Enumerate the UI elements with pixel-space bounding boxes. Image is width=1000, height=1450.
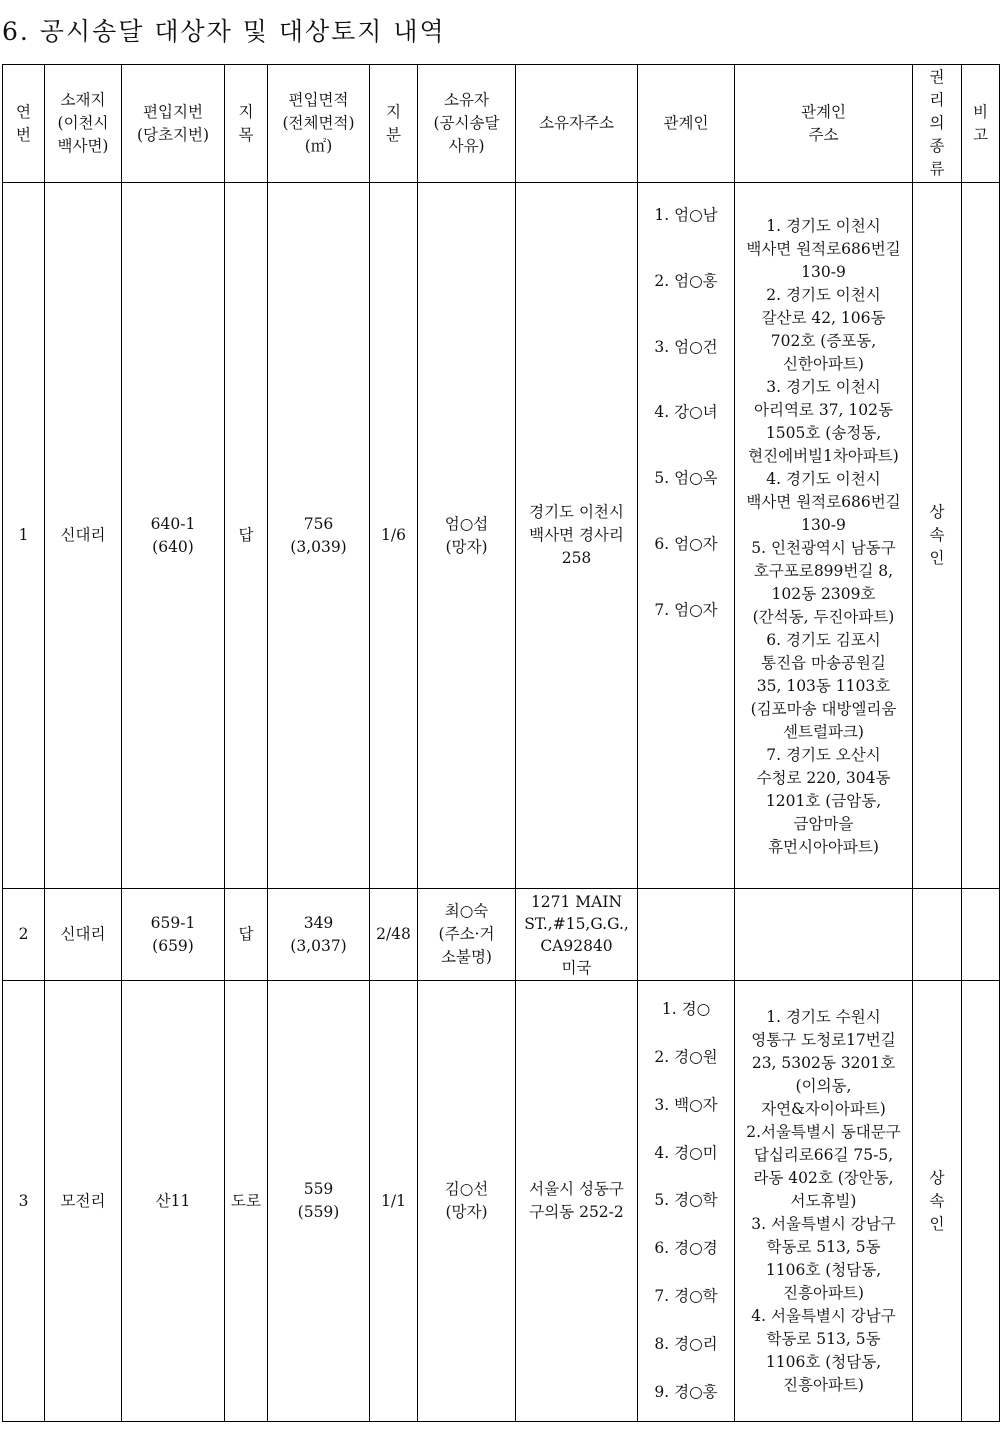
text-line: (3,037): [290, 936, 347, 955]
cell-related: [638, 183, 735, 889]
text-line: 659-1: [150, 913, 196, 932]
text-line: 130-9: [801, 263, 846, 281]
text-line: (김포마송 대방엘리움: [750, 700, 897, 718]
cell-right-type: [913, 183, 962, 889]
text-line: 진흥아파트): [783, 1283, 864, 1302]
text-line: 연: [16, 102, 31, 121]
text-line: 호구포로899번길 8,: [753, 562, 894, 580]
text-line: 1201호 (금암동,: [765, 792, 882, 810]
text-line: 분: [386, 125, 401, 144]
text-line: 소유자: [444, 91, 489, 109]
text-line: 관계인: [801, 102, 846, 121]
text-line: 3. 백○자: [654, 1095, 718, 1114]
text-line: (당초지번): [137, 125, 209, 144]
text-line: 1. 경기도 이천시: [766, 217, 881, 235]
text-line: 구의동 252-2: [529, 1203, 624, 1221]
text-line: 1. 경○: [661, 1000, 711, 1019]
text-line: 소불명): [441, 948, 492, 966]
text-line: 인: [929, 1214, 945, 1233]
text-line: 리: [929, 91, 945, 109]
table-row: [3, 981, 1000, 1422]
text-line: 김○선: [444, 1180, 489, 1198]
cell-note: [962, 183, 1000, 889]
text-line: 의: [929, 114, 945, 132]
text-line: 3. 경기도 이천시: [766, 378, 881, 396]
text-line: 아리역로 37, 102동: [754, 401, 893, 419]
text-line: 3. 서울특별시 강남구: [751, 1214, 896, 1233]
text-line: 559: [303, 1180, 334, 1198]
text-line: 4. 경기도 이천시: [766, 470, 881, 488]
text-line: 자연&자이아파트): [761, 1099, 886, 1118]
cell-area: [268, 981, 370, 1422]
text-line: 35, 103동 1103호: [756, 677, 891, 695]
cell-no: 2: [3, 889, 45, 981]
text-line: (3,039): [290, 537, 347, 556]
text-line: (㎡): [304, 137, 333, 155]
text-line: 702호 (증포동,: [770, 332, 877, 350]
text-line: 8. 경○리: [654, 1334, 718, 1353]
text-line: 1. 엄○남: [654, 206, 718, 225]
text-line: 서도휴빌): [790, 1191, 857, 1210]
text-line: 고: [973, 125, 988, 144]
cell-category: 도로: [225, 981, 268, 1422]
text-line: 학동로 513, 5동: [766, 1237, 881, 1256]
text-line: 7. 경○학: [654, 1286, 718, 1305]
text-line: 사유): [448, 137, 485, 155]
cell-owner: [418, 183, 516, 889]
text-line: 102동 2309호: [771, 585, 876, 603]
text-line: 1106호 (청담동,: [765, 1352, 882, 1371]
text-line: 현진에버빌1차아파트): [748, 447, 899, 465]
target-land-table: [2, 64, 1000, 1422]
text-line: 학동로 513, 5동: [766, 1329, 881, 1348]
text-line: 7. 엄○자: [654, 600, 718, 619]
text-line: 백사면 경사리: [529, 526, 624, 544]
cell-related: [638, 889, 735, 981]
cell-area: [268, 889, 370, 981]
text-line: 류: [929, 160, 945, 178]
text-line: (망자): [445, 1203, 488, 1221]
text-line: 금암마을: [793, 815, 854, 833]
cell-no: 3: [3, 981, 45, 1422]
cell-owner-address: [516, 889, 638, 981]
text-line: 센트럴파크): [783, 723, 864, 741]
text-line: 상: [929, 503, 945, 521]
text-line: 6. 엄○자: [654, 534, 718, 553]
text-line: 휴먼시아아파트): [768, 838, 879, 856]
header-lot: [122, 65, 225, 183]
text-line: (659): [152, 936, 194, 955]
cell-share: 1/6: [370, 183, 418, 889]
cell-location: 모전리: [45, 981, 122, 1422]
text-line: 속: [929, 526, 945, 544]
text-line: 권: [929, 68, 945, 86]
text-line: 백사면 원적로686번길: [746, 493, 901, 511]
cell-related-address: [735, 183, 913, 889]
text-line: 영통구 도청로17번길: [751, 1030, 896, 1049]
text-line: 5. 인천광역시 남동구: [751, 539, 896, 557]
text-line: 통진읍 마송공원길: [761, 654, 886, 672]
text-line: 최○숙: [444, 902, 489, 920]
text-line: 756: [303, 514, 334, 533]
text-line: 산11: [155, 1191, 191, 1210]
text-line: 목: [238, 125, 254, 144]
text-line: 4. 강○녀: [654, 403, 718, 422]
header-owner: [418, 65, 516, 183]
cell-right-type: [913, 981, 962, 1422]
table-row: [3, 183, 1000, 889]
text-line: 종: [929, 137, 945, 155]
header-owner-address: 소유자주소: [516, 65, 638, 183]
text-line: 349: [303, 913, 334, 932]
text-line: 지: [386, 102, 401, 121]
text-line: (이의동,: [795, 1076, 852, 1095]
cell-note: [962, 981, 1000, 1422]
text-line: 서울시 성동구: [529, 1180, 624, 1198]
cell-related-address: [735, 889, 913, 981]
text-line: 답십리로66길 75-5,: [753, 1145, 894, 1164]
text-line: (이천시: [57, 114, 109, 132]
text-line: 1271 MAIN: [530, 892, 623, 911]
cell-location: 신대리: [45, 889, 122, 981]
header-related: 관계인: [638, 65, 735, 183]
cell-owner-address: [516, 183, 638, 889]
text-line: 5. 경○학: [654, 1191, 718, 1210]
header-share: [370, 65, 418, 183]
header-location: [45, 65, 122, 183]
text-line: ST.,#15,G.G.,: [524, 914, 629, 933]
text-line: (간석동, 두진아파트): [752, 608, 895, 626]
header-area: [268, 65, 370, 183]
cell-lot: [122, 981, 225, 1422]
text-line: 6. 경기도 김포시: [766, 631, 881, 649]
text-line: (공시송달: [433, 114, 500, 132]
text-line: 소재지: [60, 91, 106, 109]
text-line: 백사면): [57, 137, 109, 155]
cell-share: 1/1: [370, 981, 418, 1422]
text-line: CA92840: [540, 936, 613, 955]
text-line: 미국: [561, 958, 592, 977]
text-line: 9. 경○홍: [654, 1382, 718, 1401]
cell-owner-address: [516, 981, 638, 1422]
cell-category: 답: [225, 183, 268, 889]
page-title: 6. 공시송달 대상자 및 대상토지 내역: [2, 17, 446, 46]
header-row: [3, 65, 1000, 183]
text-line: 엄○섭: [444, 514, 489, 533]
cell-lot: [122, 889, 225, 981]
cell-no: 1: [3, 183, 45, 889]
text-line: 2. 경○원: [654, 1048, 718, 1067]
related-list: [638, 986, 734, 1416]
header-category: [225, 65, 268, 183]
text-line: 지: [238, 102, 254, 121]
text-line: 비: [973, 102, 988, 121]
text-line: 갈산로 42, 106동: [761, 309, 886, 327]
text-line: 4. 경○미: [654, 1143, 718, 1162]
text-line: 백사면 원적로686번길: [746, 240, 901, 258]
text-line: 258: [561, 549, 592, 567]
text-line: 7. 경기도 오산시: [766, 746, 881, 764]
header-note: [962, 65, 1000, 183]
text-line: 1. 경기도 수원시: [766, 1007, 881, 1026]
text-line: 3. 엄○건: [654, 337, 718, 356]
cell-related-address: [735, 981, 913, 1422]
text-line: (주소·거: [438, 925, 495, 943]
text-line: (640): [152, 537, 194, 556]
cell-share: 2/48: [370, 889, 418, 981]
cell-note: [962, 889, 1000, 981]
text-line: 640-1: [150, 514, 196, 533]
text-line: 23, 5302동 3201호: [751, 1053, 896, 1072]
text-line: 편입면적: [288, 91, 349, 109]
header-right-type: [913, 65, 962, 183]
text-line: 편입지번: [143, 102, 203, 121]
text-line: 경기도 이천시: [529, 503, 624, 521]
text-line: 상: [929, 1168, 945, 1187]
text-line: 1106호 (청담동,: [765, 1260, 882, 1279]
text-line: 주소: [808, 125, 839, 144]
text-line: (전체면적): [282, 114, 355, 132]
header-related-address: [735, 65, 913, 183]
text-line: 130-9: [801, 516, 846, 534]
text-line: 신한아파트): [783, 355, 864, 373]
text-line: 라동 402호 (장안동,: [753, 1168, 894, 1187]
cell-lot: [122, 183, 225, 889]
cell-category: 답: [225, 889, 268, 981]
cell-owner: [418, 889, 516, 981]
text-line: (망자): [445, 537, 488, 556]
text-line: 진흥아파트): [783, 1375, 864, 1394]
text-line: 2.서울특별시 동대문구: [746, 1122, 901, 1141]
text-line: (559): [297, 1203, 340, 1221]
text-line: 5. 엄○옥: [654, 469, 718, 488]
related-list: [638, 183, 734, 643]
cell-right-type: [913, 889, 962, 981]
cell-area: [268, 183, 370, 889]
cell-owner: [418, 981, 516, 1422]
text-line: 인: [929, 549, 945, 567]
text-line: 1505호 (송정동,: [765, 424, 882, 442]
text-line: 번: [16, 125, 31, 144]
text-line: 2. 엄○홍: [654, 272, 718, 291]
cell-related: [638, 981, 735, 1422]
cell-location: 신대리: [45, 183, 122, 889]
text-line: 6. 경○경: [654, 1239, 718, 1258]
text-line: 2. 경기도 이천시: [766, 286, 881, 304]
text-line: 4. 서울특별시 강남구: [751, 1306, 896, 1325]
text-line: 속: [929, 1191, 945, 1210]
header-no: [3, 65, 45, 183]
text-line: 수청로 220, 304동: [756, 769, 891, 787]
table-row: [3, 889, 1000, 981]
